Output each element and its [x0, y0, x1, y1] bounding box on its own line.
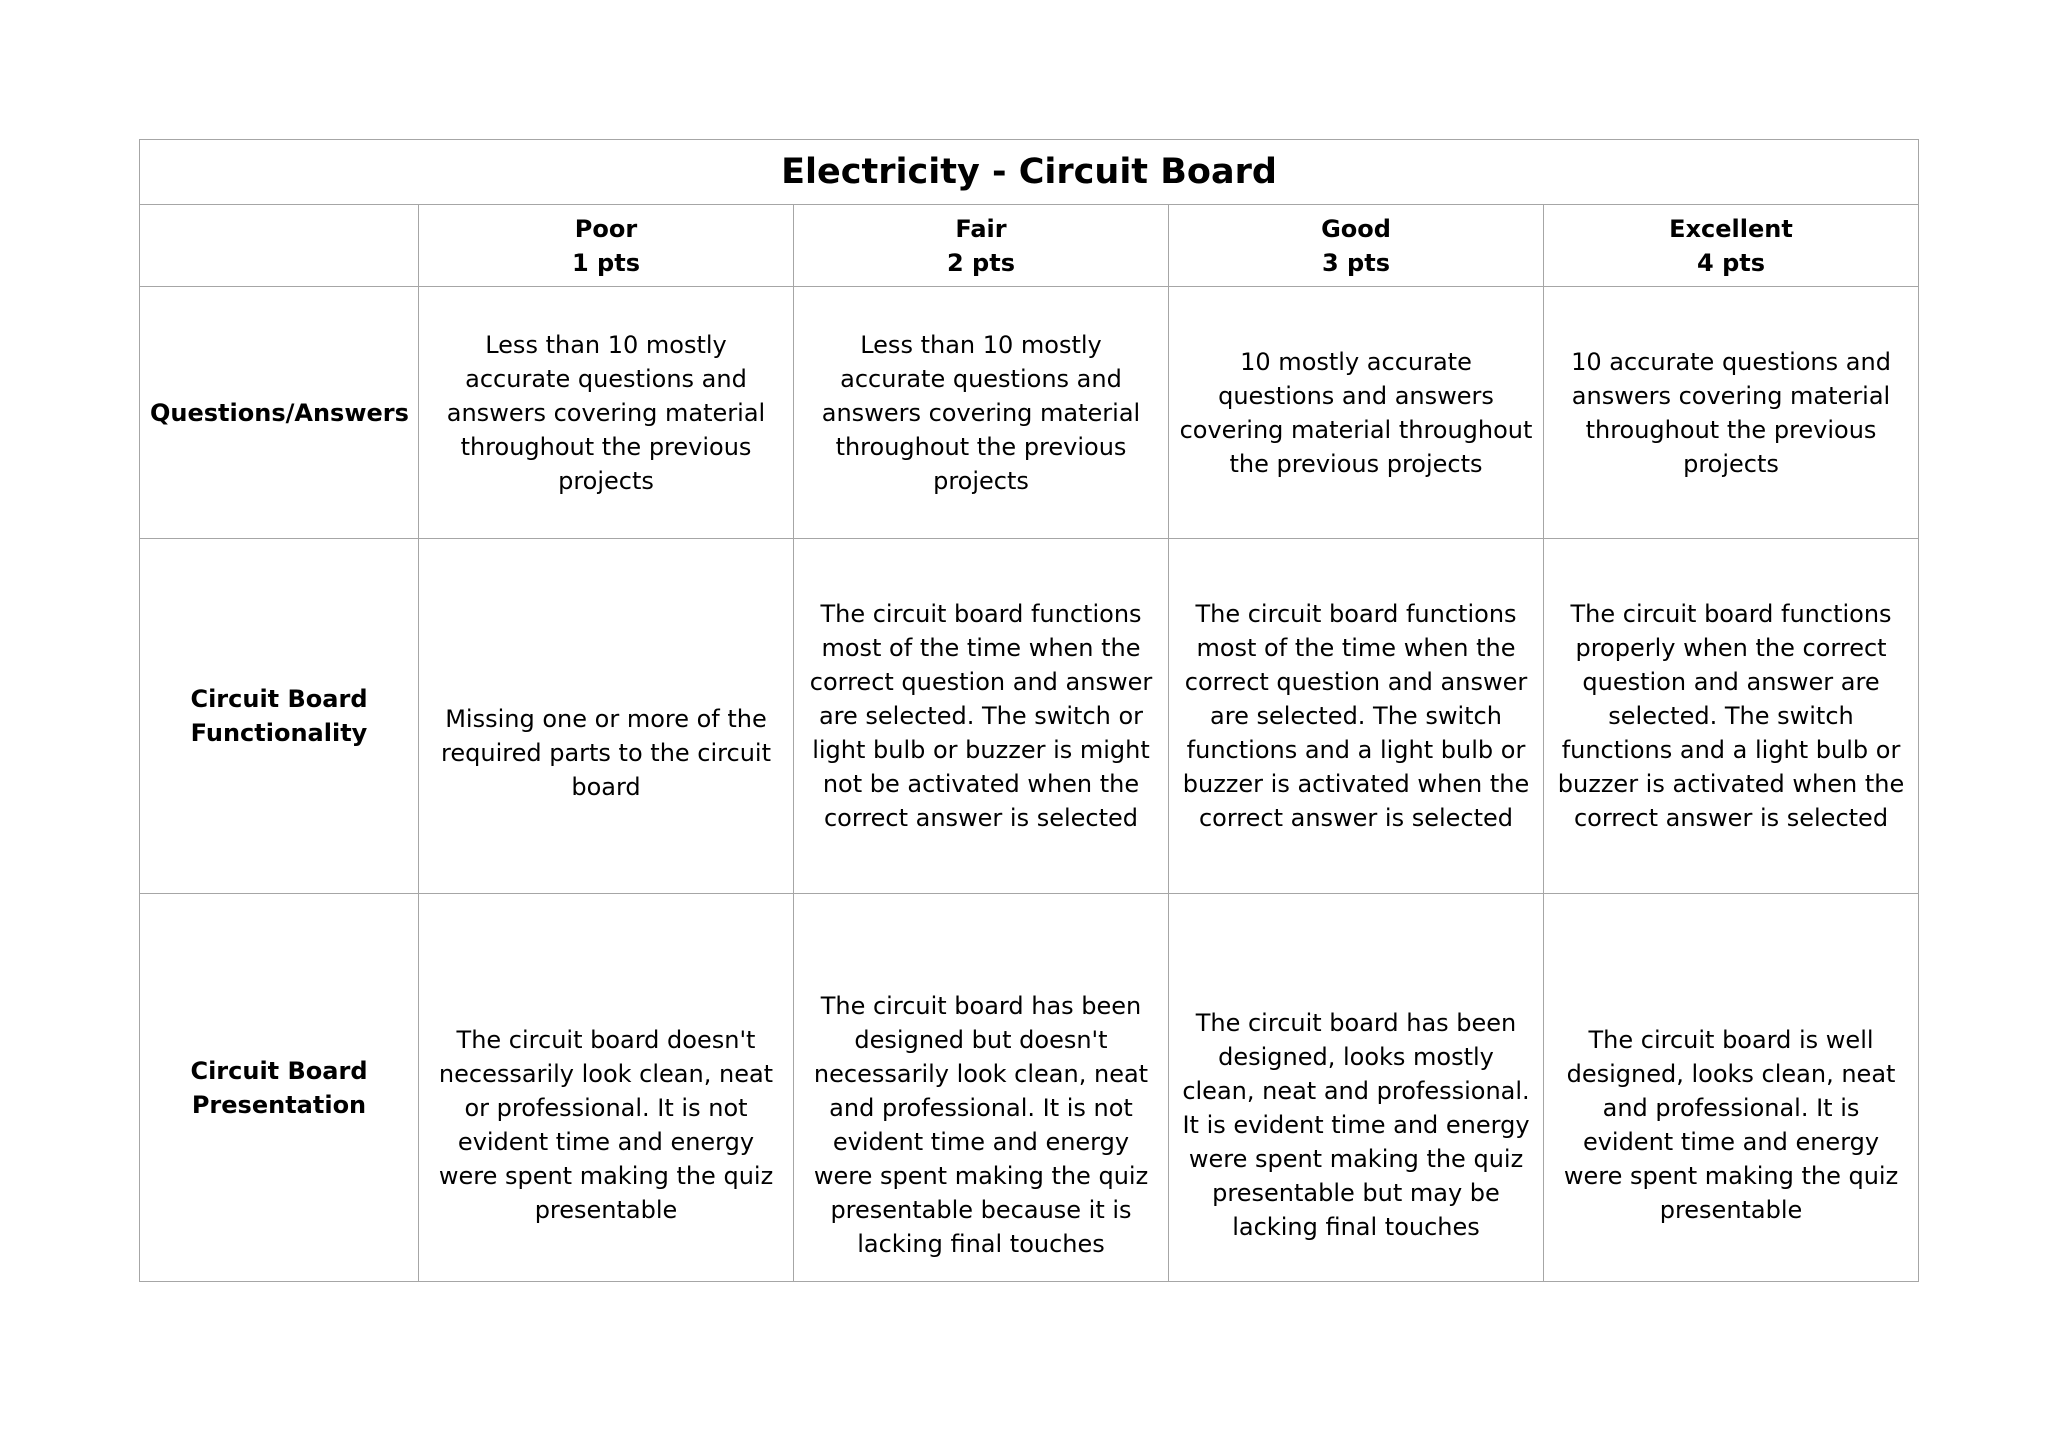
- level-name: Excellent: [1669, 214, 1793, 243]
- level-header-fair: [794, 205, 1169, 287]
- criterion-row-functionality: [140, 539, 1919, 894]
- level-header-poor: [419, 205, 794, 287]
- rubric-table: [139, 139, 1919, 1282]
- criterion-row-presentation: [140, 894, 1919, 1282]
- description-cell-fair: Less than 10 mostly accurate questions and answers covering material throughout the previous projects: [794, 287, 1169, 539]
- level-name: Good: [1321, 214, 1391, 243]
- description-cell-good: 10 mostly accurate questions and answers covering material throughout the previous projects: [1169, 287, 1544, 539]
- criterion-label: Circuit Board Presentation: [140, 894, 419, 1282]
- header-empty-cell: [140, 205, 419, 287]
- level-name: Poor: [574, 214, 638, 243]
- criterion-label: Circuit Board Functionality: [140, 539, 419, 894]
- description-cell-good: The circuit board has been designed, looks mostly clean, neat and professional. It is evident time and energy were spent making the quiz presentable but may be lacking final touches: [1169, 894, 1544, 1282]
- rubric-title: Electricity - Circuit Board: [140, 140, 1919, 205]
- description-cell-good: The circuit board functions most of the time when the correct question and answer are selected. The switch functions and a light bulb or buzzer is activated when the correct answer is selected: [1169, 539, 1544, 894]
- level-name: Fair: [955, 214, 1007, 243]
- description-cell-poor: The circuit board doesn't necessarily look clean, neat or professional. It is not evident time and energy were spent making the quiz presentable: [419, 894, 794, 1282]
- level-points: 3 pts: [1322, 248, 1390, 277]
- level-points: 1 pts: [572, 248, 640, 277]
- description-cell-poor: Missing one or more of the required parts to the circuit board: [419, 539, 794, 894]
- criterion-label: Questions/Answers: [140, 287, 419, 539]
- description-cell-excellent: 10 accurate questions and answers covering material throughout the previous projects: [1544, 287, 1919, 539]
- level-points: 2 pts: [947, 248, 1015, 277]
- description-cell-excellent: The circuit board functions properly when the correct question and answer are selected. The switch functions and a light bulb or buzzer is activated when the correct answer is selected: [1544, 539, 1919, 894]
- level-header-excellent: [1544, 205, 1919, 287]
- level-points: 4 pts: [1697, 248, 1766, 277]
- description-cell-fair: The circuit board functions most of the time when the correct question and answer are selected. The switch or light bulb or buzzer is might not be activated when the correct answer is selected: [794, 539, 1169, 894]
- level-header-good: [1169, 205, 1544, 287]
- description-cell-poor: Less than 10 mostly accurate questions and answers covering material throughout the previous projects: [419, 287, 794, 539]
- description-cell-fair: The circuit board has been designed but doesn't necessarily look clean, neat and professional. It is not evident time and energy were spent making the quiz presentable because it is lacking final touches: [794, 894, 1169, 1282]
- criterion-row-questions-answers: [140, 287, 1919, 539]
- description-cell-excellent: The circuit board is well designed, looks clean, neat and professional. It is evident time and energy were spent making the quiz presentable: [1544, 894, 1919, 1282]
- levels-header-row: [140, 205, 1919, 287]
